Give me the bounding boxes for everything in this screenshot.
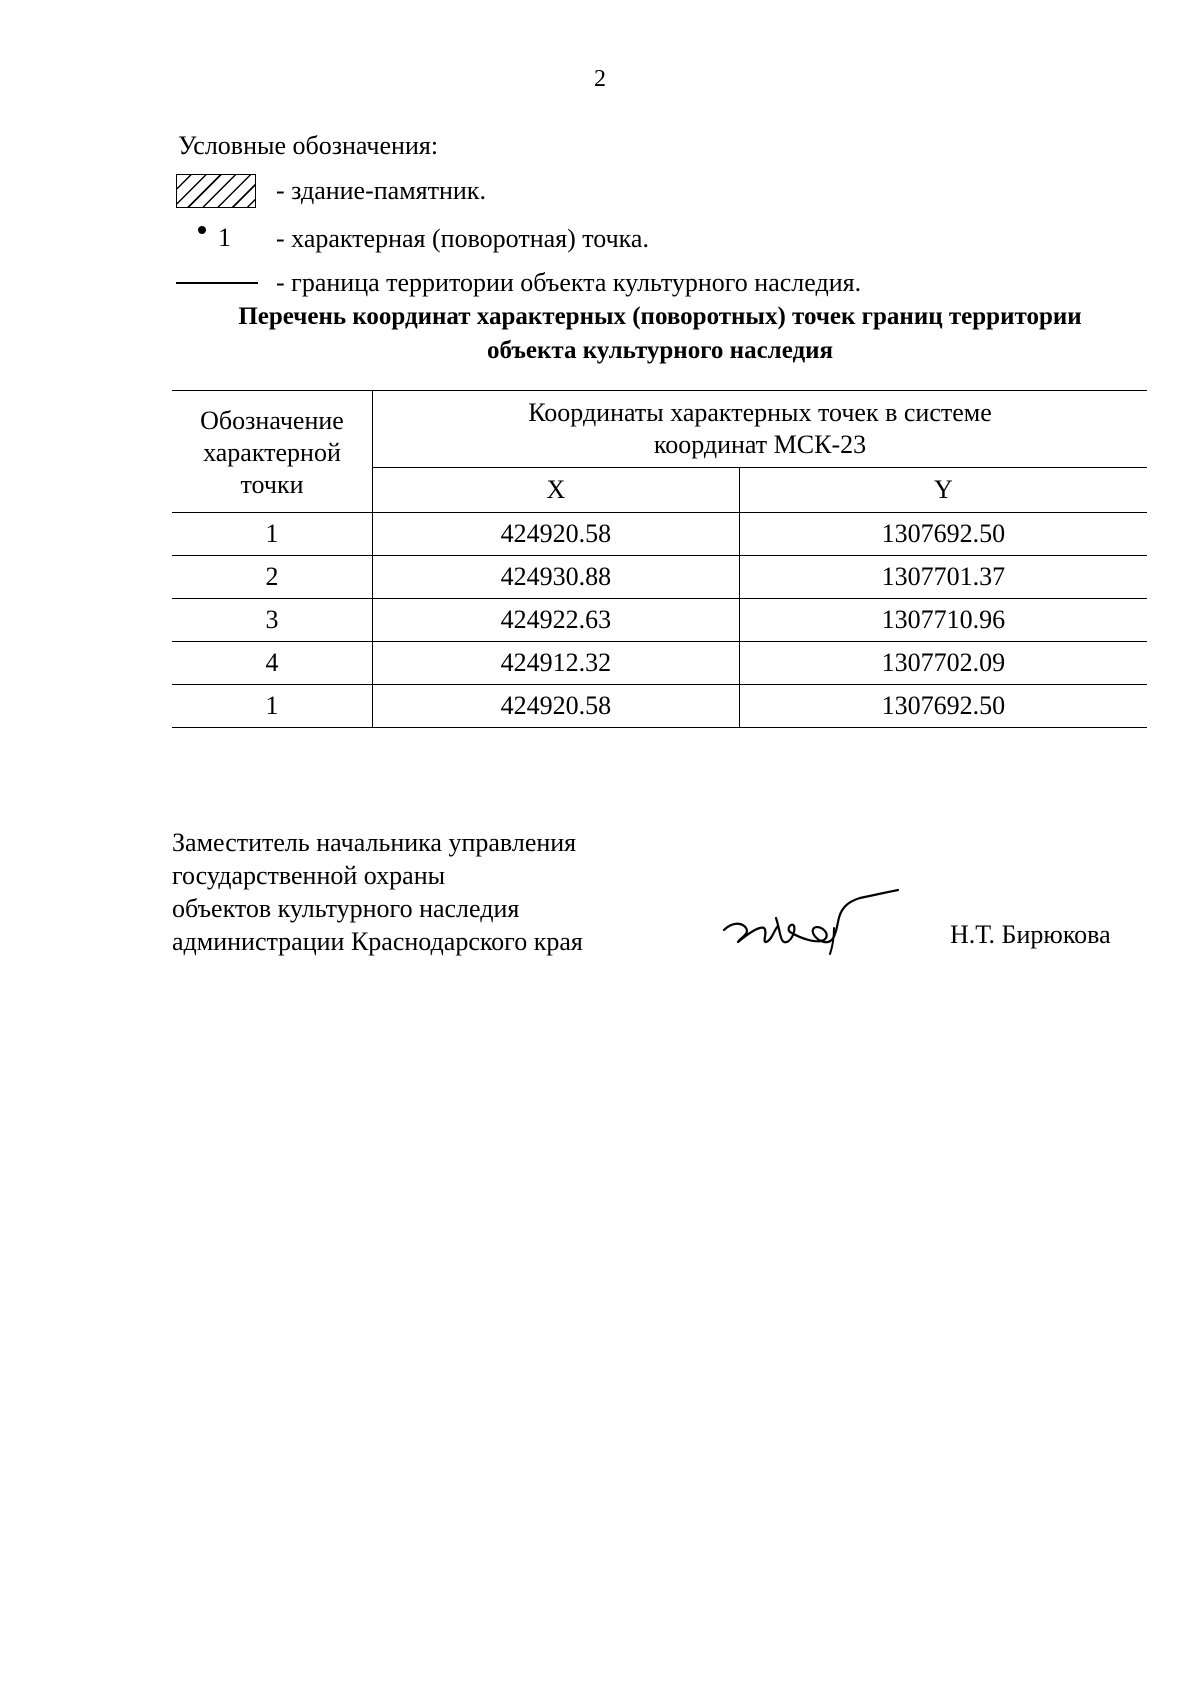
signer-position-line: объектов культурного наследия <box>172 894 520 923</box>
cell-y: 1307701.37 <box>739 556 1147 599</box>
cell-x: 424920.58 <box>373 513 740 556</box>
table-row <box>172 556 1147 599</box>
table-row <box>172 599 1147 642</box>
header-point-designation: Обозначение характерной точки <box>172 391 373 513</box>
table-heading-line: объекта культурного наследия <box>486 337 834 364</box>
header-x: X <box>373 468 740 513</box>
signer-position-line: Заместитель начальника управления <box>172 828 577 857</box>
signer-position-line: государственной охраны <box>172 861 446 890</box>
cell-point: 4 <box>172 642 373 685</box>
cell-point: 1 <box>172 513 373 556</box>
signer-name: Н.Т. Бирюкова <box>950 920 1111 949</box>
cell-y: 1307692.50 <box>739 513 1147 556</box>
handwritten-signature <box>720 888 910 960</box>
legend-item-monument <box>176 170 1076 210</box>
cell-x: 424920.58 <box>373 685 740 728</box>
cell-y: 1307702.09 <box>739 642 1147 685</box>
cell-point: 1 <box>172 685 373 728</box>
signer-position-line: администрации Краснодарского края <box>172 927 583 956</box>
point-marker-icon <box>176 218 258 258</box>
header-y: Y <box>739 468 1147 513</box>
legend-item-boundary <box>176 262 1076 302</box>
cell-x: 424930.88 <box>373 556 740 599</box>
table-heading <box>170 300 1150 368</box>
cell-x: 424922.63 <box>373 599 740 642</box>
cell-x: 424912.32 <box>373 642 740 685</box>
cell-point: 2 <box>172 556 373 599</box>
legend-item-point <box>176 218 1076 258</box>
cell-y: 1307710.96 <box>739 599 1147 642</box>
legend-title: Условные обозначения: <box>178 131 439 160</box>
page-number: 2 <box>594 66 606 92</box>
legend-item-text: - здание-памятник. <box>276 176 486 205</box>
hatched-rectangle-icon <box>176 170 258 210</box>
table-row <box>172 642 1147 685</box>
header-coordinates: Координаты характерных точек в системе координат МСК-23 <box>373 391 1148 468</box>
cell-y: 1307692.50 <box>739 685 1147 728</box>
coordinates-table <box>172 390 1147 728</box>
cell-point: 3 <box>172 599 373 642</box>
legend-item-text: - характерная (поворотная) точка. <box>276 224 649 253</box>
point-marker-label: 1 <box>218 223 231 252</box>
table-heading-line: Перечень координат характерных (поворотных) точек границ территории <box>238 303 1082 330</box>
boundary-line-icon <box>176 262 258 302</box>
signer-position <box>172 826 583 958</box>
table-row <box>172 685 1147 728</box>
table-row <box>172 513 1147 556</box>
legend-item-text: - граница территории объекта культурного наследия. <box>276 268 862 297</box>
